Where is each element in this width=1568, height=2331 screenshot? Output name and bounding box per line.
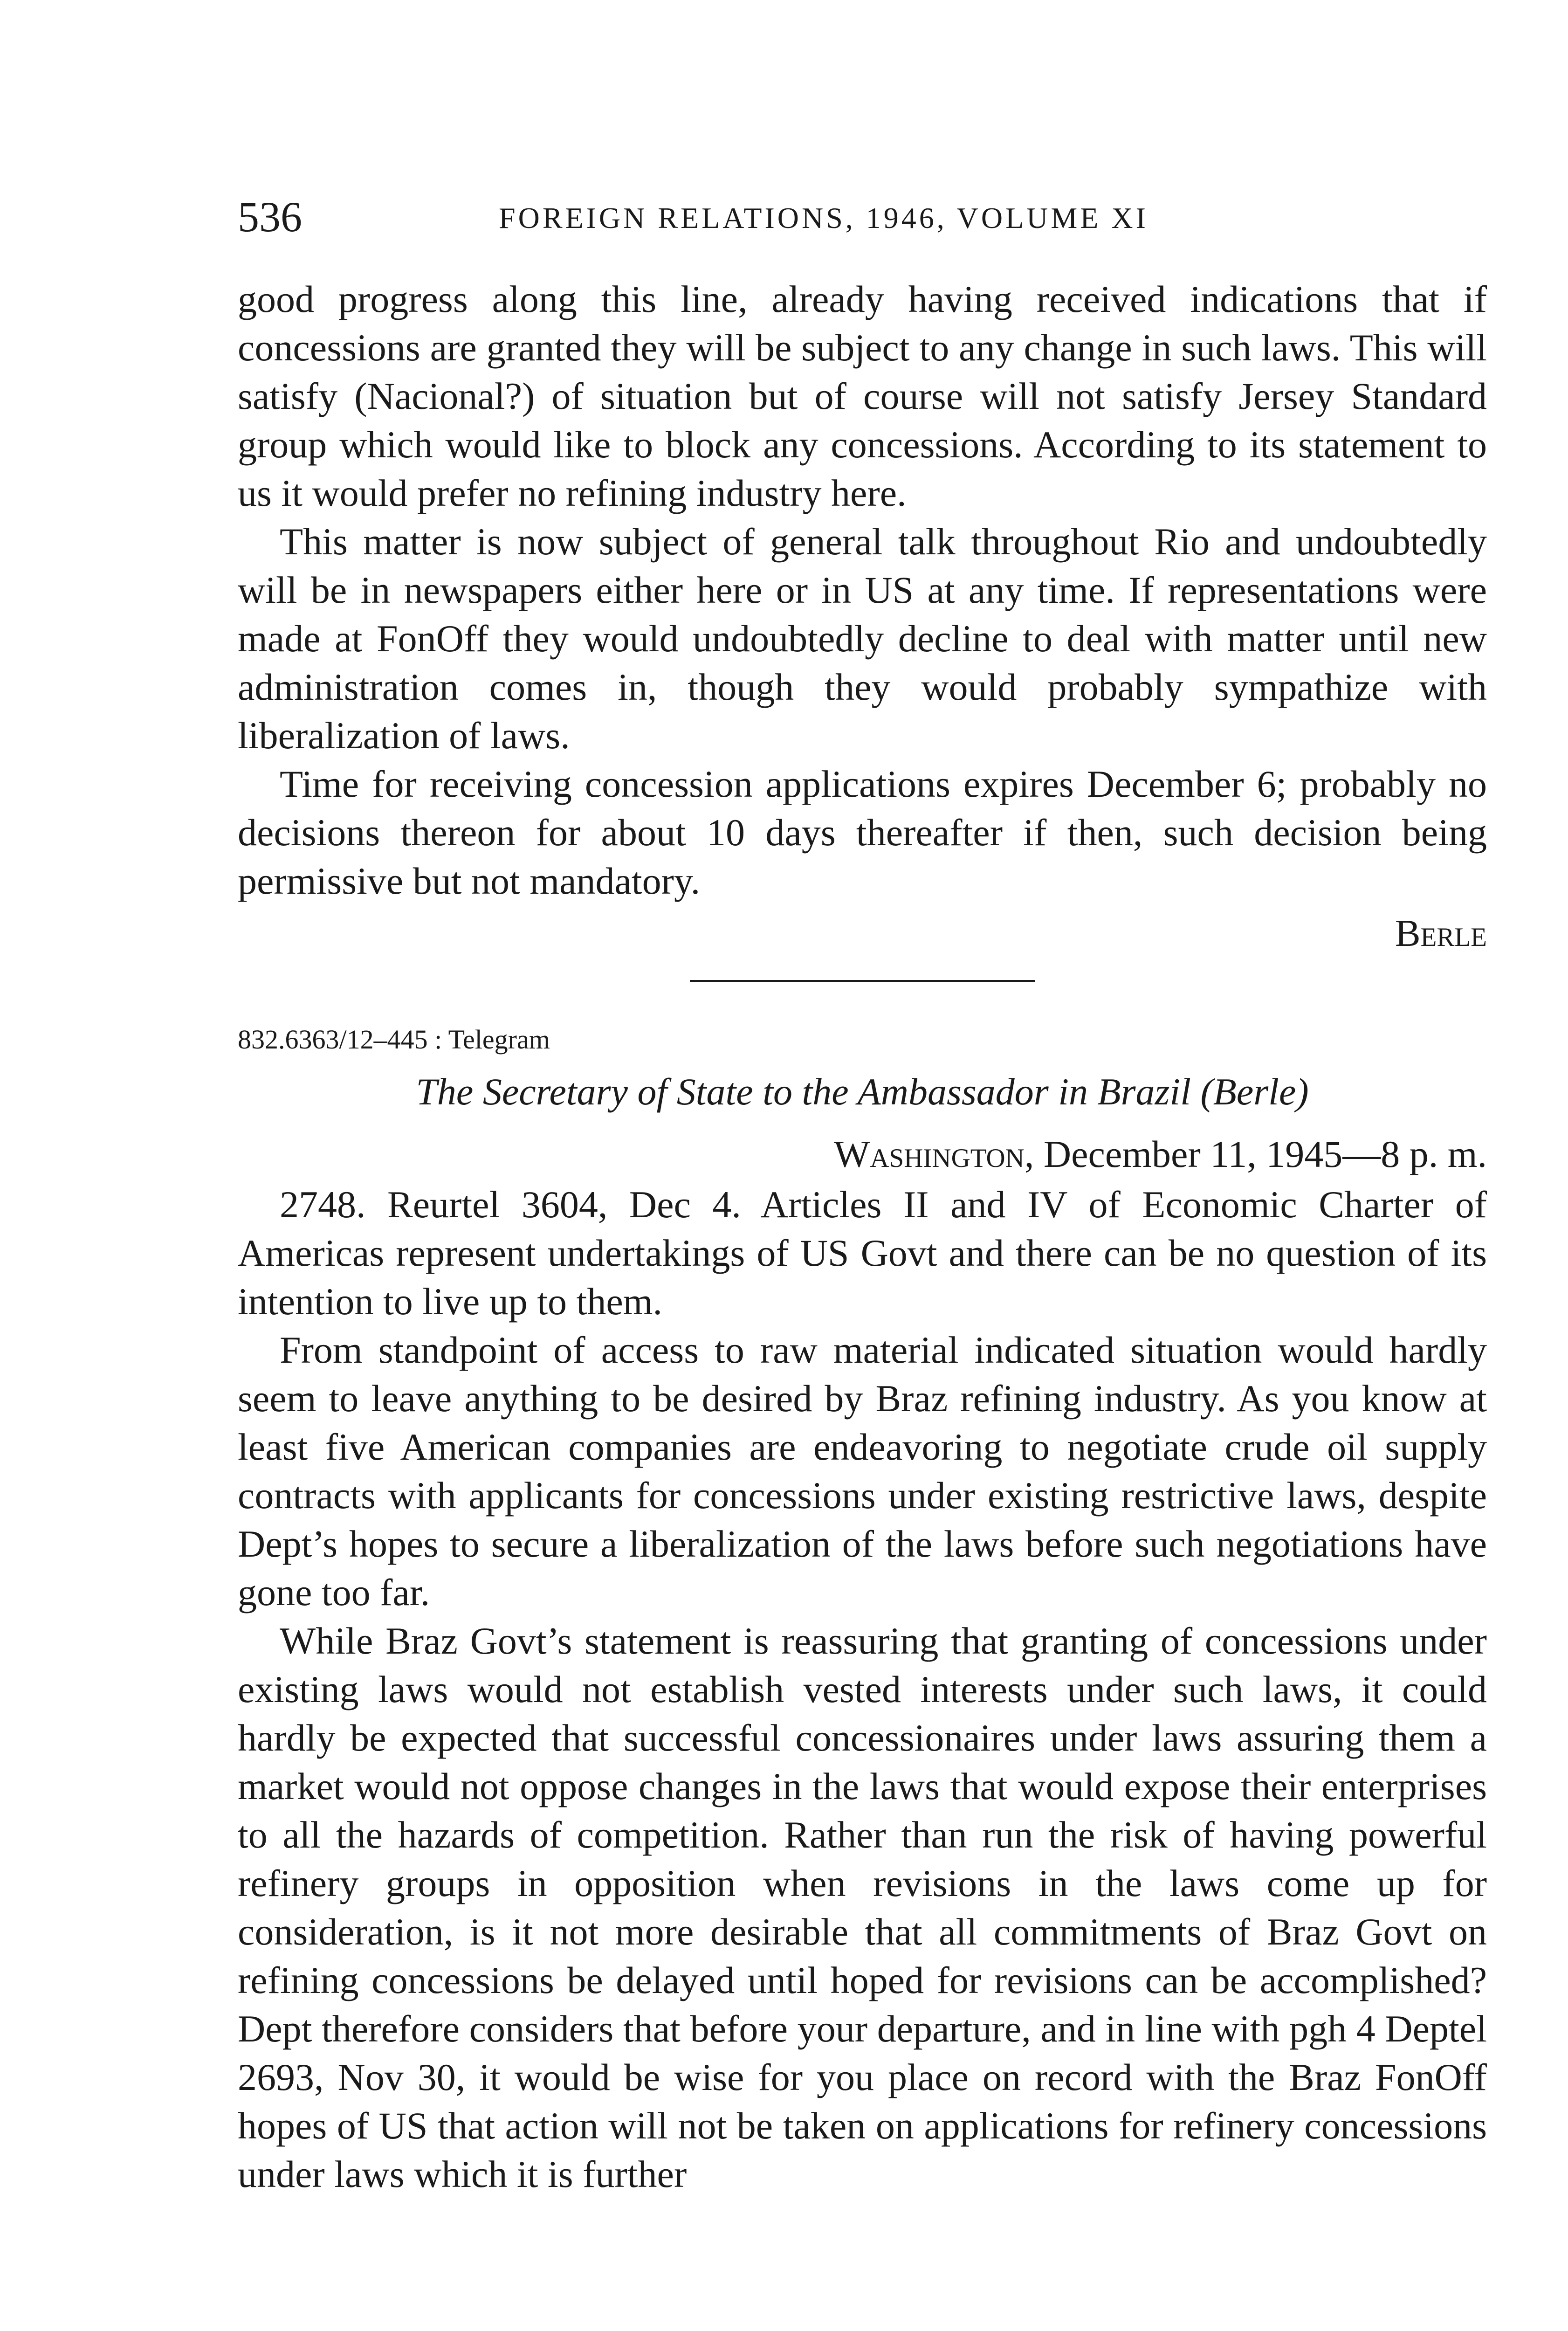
paragraph: While Braz Govt’s statement is reassuring that granting of concessions under existing laws would not establish vested interests under such laws, it could hardly be expected that successful concessionaires under laws assuring them a market would not oppose changes in the laws that would expose their enterprises to all the hazards of competition. Rather than run the risk of having powerful refinery groups in opposition when revisions in the laws come up for consideration, is it not more desirable that all commitments of Braz Govt on refining concessions be delayed until hoped for revisions can be accomplished? Dept therefore considers that before your departure, and in line with pgh 4 Deptel 2693, Nov 30, it would be wise for you place on record with the Braz FonOff hopes of US that action will not be taken on applications for refinery concessions under laws which it is further bbox=[238, 1620, 1487, 2195]
page-body bbox=[238, 275, 1487, 2199]
page-number: 536 bbox=[238, 193, 302, 241]
dateline-date: December 11, 1945—8 p. m. bbox=[1034, 1133, 1487, 1175]
paragraph-continued: good progress along this line, already having received indications that if concessions are granted they will be subject to any change in such laws. This will satisfy (Nacional?) of situation but of course will not satisfy Jersey Standard group which would like to block any concessions. According to its statement to us it would prefer no refining industry here. bbox=[238, 278, 1487, 514]
dateline-place: Washington, bbox=[834, 1133, 1034, 1175]
paragraph: From standpoint of access to raw material indicated situation would hardly seem to leave anything to be desired by Braz refining industry. As you know at least five American companies are endeavoring to negotiate crude oil supply contracts with applicants for concessions under existing restrictive laws, despite Dept’s hopes to secure a liberalization of the laws before such negotiations have gone too far. bbox=[238, 1329, 1487, 1614]
paragraph: This matter is now subject of general talk throughout Rio and undoubtedly will be in newspapers either here or in US at any time. If representations were made at FonOff they would undoubtedly decline to deal with matter until new administration comes in, though they would probably sympathize with liberalization of laws. bbox=[238, 520, 1487, 757]
document-title: The Secretary of State to the Ambassador in Brazil (Berle) bbox=[416, 1070, 1309, 1113]
section-divider bbox=[690, 980, 1035, 982]
dateline bbox=[238, 1130, 1487, 1179]
file-reference: 832.6363/12–445 : Telegram bbox=[238, 1024, 550, 1055]
paragraph: Time for receiving concession applications expires December 6; probably no decisions thereon for about 10 days thereafter if then, such decision being permissive but not mandatory. bbox=[238, 763, 1487, 902]
signature: Berle bbox=[1395, 912, 1487, 954]
running-title: FOREIGN RELATIONS, 1946, VOLUME XI bbox=[499, 201, 1148, 234]
paragraph: 2748. Reurtel 3604, Dec 4. Articles II and IV of Economic Charter of Americas represent undertakings of US Govt and there can be no question of its intention to live up to them. bbox=[238, 1183, 1487, 1323]
page-header bbox=[238, 189, 1487, 245]
